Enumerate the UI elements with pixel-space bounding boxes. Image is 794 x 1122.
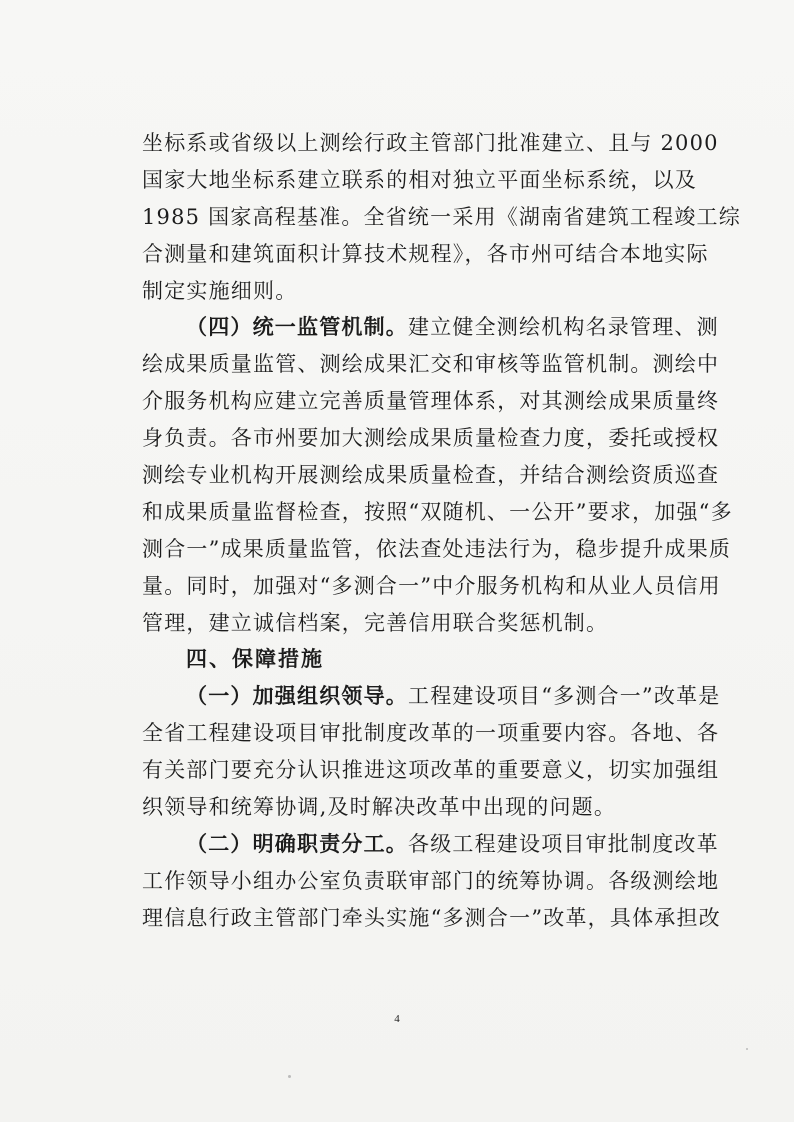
text-line: 织领导和统筹协调,及时解决改革中出现的问题。 [142, 795, 617, 820]
text-line: 有关部门要充分认识推进这项改革的重要意义，切实加强组 [142, 758, 720, 783]
text-line: 测合一”成果质量监管，依法查处违法行为，稳步提升成果质 [142, 536, 732, 561]
scan-speck [746, 1048, 748, 1050]
text-line: 量。同时，加强对“多测合一”中介服务机构和从业人员信用 [142, 573, 721, 598]
text-line: 1985 国家高程基准。全省统一采用《湖南省建筑工程竣工综 [142, 204, 741, 229]
page-number: 4 [394, 1013, 400, 1025]
text-line: 绘成果质量监管、测绘成果汇交和审核等监管机制。测绘中 [142, 352, 720, 377]
section-heading: 四、保障措施 [186, 647, 324, 672]
paragraph-first-line [142, 826, 719, 863]
text-line: 制定实施细则。 [142, 278, 298, 303]
paragraph-first-line [142, 678, 721, 715]
item-text: 各级工程建设项目审批制度改革 [408, 831, 719, 856]
text-line: 身负责。各市州要加大测绘成果质量检查力度，委托或授权 [142, 426, 720, 451]
text-line: 工作领导小组办公室负责联审部门的统筹协调。各级测绘地 [142, 868, 720, 893]
text-line: 坐标系或省级以上测绘行政主管部门批准建立、且与 2000 [142, 131, 719, 155]
item-title: （一）加强组织领导。 [186, 683, 408, 709]
item-text: 建立健全测绘机构名录管理、测 [408, 315, 719, 340]
scan-speck [288, 1075, 291, 1078]
text-line: 测绘专业机构开展测绘成果质量检查，并结合测绘资质巡查 [142, 463, 720, 488]
text-line: 合测量和建筑面积计算技术规程》，各市州可结合本地实际 [142, 241, 709, 266]
text-line: 管理，建立诚信档案，完善信用联合奖惩机制。 [142, 610, 609, 635]
text-line: 和成果质量监督检查，按照“双随机、一公开”要求，加强“多 [142, 499, 733, 524]
text-line: 理信息行政主管部门牵头实施“多测合一”改革，具体承担改 [142, 905, 721, 930]
text-line: 国家大地坐标系建立联系的相对独立平面坐标系统，以及 [142, 167, 697, 192]
paragraph-first-line [142, 309, 719, 346]
item-title: （四）统一监管机制。 [186, 314, 408, 340]
text-line: 全省工程建设项目审批制度改革的一项重要内容。各地、各 [142, 721, 720, 746]
item-text: 工程建设项目“多测合一”改革是 [408, 684, 721, 709]
body-text [142, 125, 741, 937]
item-title: （二）明确职责分工。 [186, 830, 408, 856]
text-line: 介服务机构应建立完善质量管理体系，对其测绘成果质量终 [142, 389, 720, 414]
